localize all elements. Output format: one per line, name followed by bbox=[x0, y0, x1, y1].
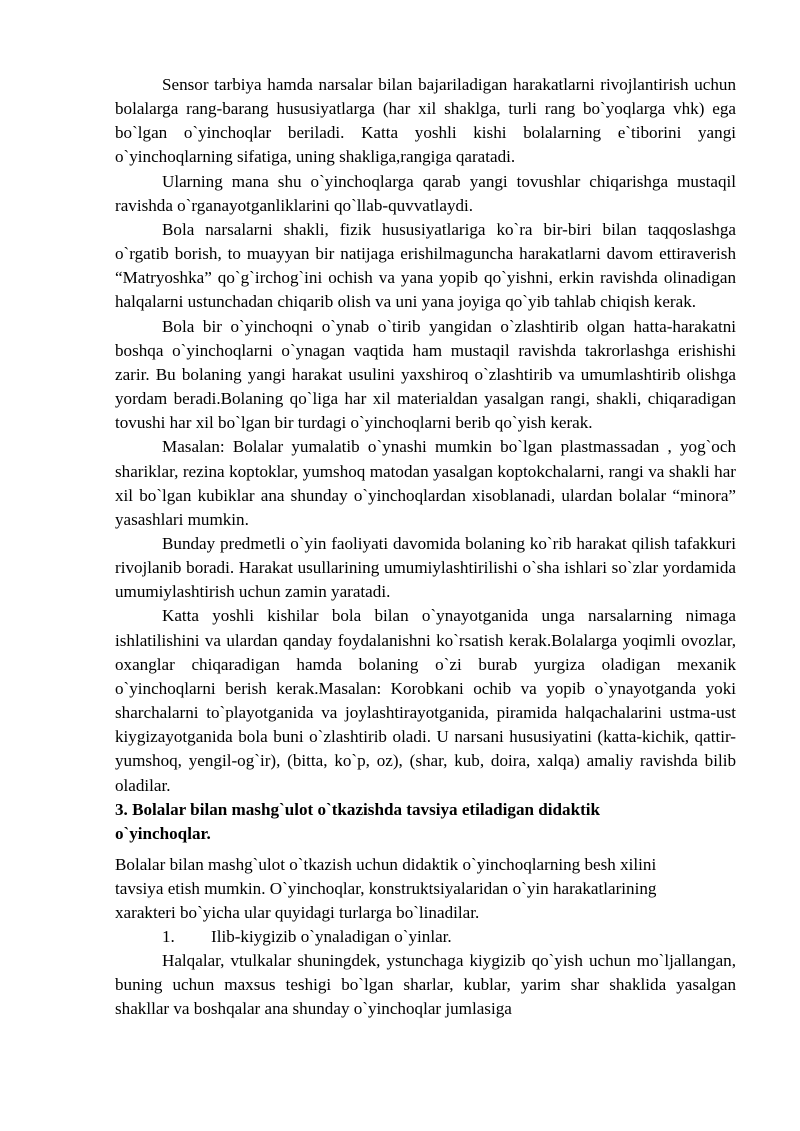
section-heading: 3. Bolalar bilan mashg`ulot o`tkazishda tavsiya etiladigan didaktik o`yinchoqlar. bbox=[115, 799, 601, 843]
paragraph: Masalan: Bolalar yumalatib o`ynashi mumkin bo`lgan plastmassadan , yog`och shariklar, rezina koptoklar, yumshoq matodan yasalgan koptokchalarni, rangi va shakli har xil bo`lgan kubiklar ana shunday o`yinchoqlardan xisoblanadi, ulardan bolalar “minora” yasashlari mumkin. bbox=[115, 437, 736, 529]
paragraph: Sensor tarbiya hamda narsalar bilan bajariladigan harakatlarni rivojlantirish uchun bolalarga rang-barang hususiyatlarga (har xil shaklga, turli rang bo`yoqlarga vhk) ega bo`lgan o`yinchoqlar beriladi. Katta yoshli kishi bolalarning e`tiborini yangi o`yinchoqlarning sifatiga, uning shakliga,rangiga qaratadi. bbox=[115, 75, 736, 167]
paragraph: Bunday predmetli o`yin faoliyati davomida bolaning ko`rib harakat qilish tafakkuri rivojlanib boradi. Harakat usullarining umumiylashtirilishi o`sha ishlari so`zlar yordamida umumiylashtirish uchun zamin yaratadi. bbox=[115, 533, 736, 602]
paragraph: Bola narsalarni shakli, fizik hususiyatlariga ko`ra bir-biri bilan taqqoslashga o`rgatib borish, to muayyan bir natijaga erishilmaguncha harakatlarni davom ettiraverish “Matryoshka” qo`g`irchog`ini ochish va yana yopib qo`yishni, erkin ravishda olinadigan halqalarni ustunchadan chiqarib olish va uni yana joyiga qo`yib tahlab chiqish kerak. bbox=[115, 219, 736, 312]
section-intro: Bolalar bilan mashg`ulot o`tkazish uchun didaktik o`yinchoqlarning besh xilini tavsiya etish mumkin. O`yinchoqlar, konstruktsiyalaridan o`yin harakatlarining xarakteri bo`yicha ular quyidagi turlarga bo`linadilar. bbox=[115, 854, 657, 922]
paragraph: Halqalar, vtulkalar shuningdek, ystunchaga kiygizib qo`yish uchun mo`ljallangan, buning uchun maxsus teshigi bo`lgan sharlar, kublar, yarim shar shaklida yasalgan shakllar va boshqalar ana shunday o`yinchoqlar jumlasiga bbox=[115, 950, 736, 1018]
paragraph: Katta yoshli kishilar bola bilan o`ynayotganida unga narsalarning nimaga ishlatilishini va ulardan qanday foydalanishni ko`rsatish kerak.Bolalarga yoqimli ovozlar, oxanglar chiqaradigan hamda bolaning o`zi burab yurgiza oladigan mexanik o`yinchoqlarni berish kerak.Masalan: Korobkani ochib va yopib o`ynayotganda yoki sharchalarni to`playotganida va joylashtirayotganida, piramida halqachalarini ustma-ust kiygizayotganida bola buni o`zlashtirib oladi. U narsani hususiyatini (katta-kichik, qattir-yumshoq, yengil-og`ir), (bitta, ko`p, oz), (shar, kub, doira, xalqa) amaliy ravishda bilib oladilar. bbox=[115, 606, 736, 795]
list-item-text: Ilib-kiygizib o`ynaladigan o`yinlar. bbox=[211, 926, 452, 946]
list-item-number: 1. bbox=[162, 926, 175, 946]
paragraph: Bola bir o`yinchoqni o`ynab o`tirib yangidan o`zlashtirib olgan hatta-harakatni boshqa o`yinchoqlarni o`ynagan vaqtida ham mustaqil ravishda takrorlashga erishishi zarir. Bu bolaning yangi harakat usulini yaxshiroq o`zlashtirib va umumlashtirib olishga yordam beradi.Bolaning qo`liga har xil materialdan yasalgan rangi, shakli, chiqaradigan tovushi har xil bo`lgan bir turdagi o`yinchoqlarni berib qo`yish kerak. bbox=[115, 316, 736, 433]
document-page bbox=[115, 73, 736, 1021]
paragraph: Ularning mana shu o`yinchoqlarga qarab yangi tovushlar chiqarishga mustaqil ravishda o`rganayotganliklarini qo`llab-quvvatlaydi. bbox=[115, 171, 736, 215]
list-item bbox=[115, 925, 736, 949]
